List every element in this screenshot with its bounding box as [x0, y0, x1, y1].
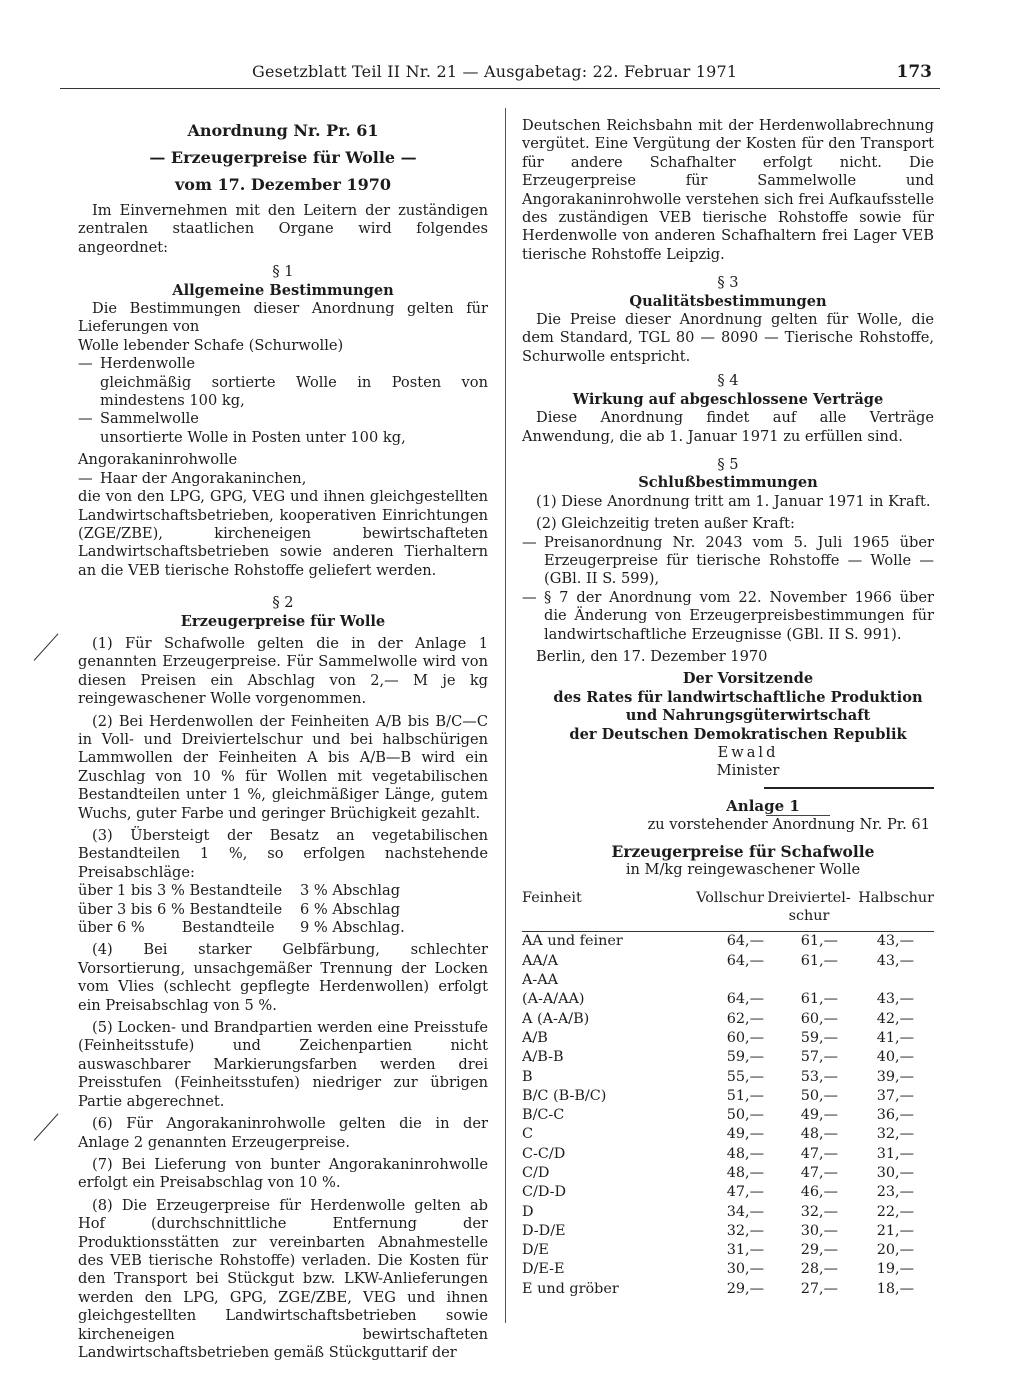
table-cell-price: 49,— — [800, 1107, 838, 1124]
table-cell-price: 21,— — [876, 1222, 914, 1239]
annex-reference: zu vorstehender Anordnung Nr. Pr. 61 — [647, 816, 930, 834]
table-cell-feinheit: B/C-C — [522, 1107, 565, 1124]
section-2-para: (5) Locken- und Brandpartien werden eine Preisstufe (Feinheitsstufe) und Zeichenpartien nicht auswaschbarer Markierungsfarben werden drei Preisstufen (Feinheitsstufen) niedriger zur übrigen Partie abgerechnet. — [78, 1019, 488, 1110]
section-5-para: (2) Gleichzeitig treten außer Kraft: — [536, 515, 795, 533]
table-cell-price: 31,— — [726, 1242, 764, 1259]
dash-item: — Haar der Angorakaninchen, — [78, 469, 307, 487]
table-cell-price: 64,— — [726, 933, 764, 950]
abschlag-row: über 1 bis 3 % Bestandteile 3 % Abschlag — [78, 882, 401, 900]
table-cell-price: 36,— — [876, 1107, 914, 1124]
section-4-heading: Wirkung auf abgeschlossene Verträge — [572, 390, 884, 408]
section-3-heading: Qualitätsbestimmungen — [629, 292, 827, 310]
dash-item-desc: gleichmäßig sortierte Wolle in Posten von mindestens 100 kg, — [100, 373, 488, 410]
table-row — [522, 1010, 934, 1029]
table-row — [522, 1280, 934, 1299]
price-table-body — [522, 932, 934, 1299]
table-cell-price: 61,— — [800, 933, 838, 950]
table-cell-price: 18,— — [876, 1280, 914, 1297]
section-1-para: die von den LPG, GPG, VEG und ihnen gleichgestellten Landwirtschaftsbetrieben, kooperativen Einrichtungen (ZGE/ZBE), kircheneigen bewirtschafteten Landwirtschaftsbetrieben sowie anderen Tierhaltern an die VEB tierische Rohstoffe geliefert werden. — [78, 488, 488, 579]
column-header: Halbschur — [858, 890, 934, 907]
continued-para: Deutschen Reichsbahn mit der Herdenwollabrechnung vergütet. Eine Vergütung der Kosten für den Transport für andere Schafhalter erfolgt nicht. Die Erzeugerpreise für Sammelwolle und Angorakaninrohwolle verstehen sich frei Aufkaufsstelle des zuständigen VEB tierische Rohstoffe sowie für Herdenwolle von anderen Schafhaltern frei Lager VEB tierische Rohstoffe Leipzig. — [522, 117, 934, 263]
table-cell-price — [764, 971, 854, 990]
table-cell-price: 47,— — [726, 1184, 764, 1201]
table-cell-price: 64,— — [726, 991, 764, 1008]
table-cell-price: 32,— — [726, 1222, 764, 1239]
table-cell-price: 31,— — [876, 1145, 914, 1162]
section-5-number: § 5 — [717, 455, 739, 473]
table-cell-feinheit: A/B — [522, 1029, 548, 1046]
table-cell-price: 40,— — [876, 1049, 914, 1066]
table-row — [522, 1087, 934, 1106]
table-cell-feinheit: C/D — [522, 1165, 550, 1181]
table-cell-feinheit: C/D-D — [522, 1184, 567, 1201]
section-2-para: (3) Übersteigt der Besatz an vegetabilischen Bestandteilen 1 %, so erfolgen nachstehende Preisabschläge: — [78, 827, 488, 881]
table-cell-price: 57,— — [800, 1049, 838, 1066]
table-cell-price: 19,— — [876, 1261, 914, 1278]
table-cell-price: 47,— — [800, 1165, 838, 1181]
table-cell-price: 32,— — [800, 1203, 838, 1220]
margin-mark — [34, 1113, 59, 1140]
table-cell-price: 53,— — [800, 1068, 838, 1085]
order-date: vom 17. Dezember 1970 — [174, 175, 392, 194]
price-table — [522, 889, 934, 1299]
table-cell-price: 48,— — [726, 1165, 764, 1181]
table-cell-price: 29,— — [800, 1242, 838, 1259]
table-cell-price: 28,— — [800, 1261, 838, 1278]
page-header — [60, 58, 940, 86]
column-header: Feinheit — [522, 890, 582, 907]
table-row — [522, 990, 934, 1009]
table-row — [522, 1048, 934, 1067]
table-cell-feinheit: A (A-A/B) — [522, 1010, 590, 1027]
right-column — [522, 117, 934, 1299]
abschlag-row: über 3 bis 6 % Bestandteile 6 % Abschlag — [78, 900, 401, 918]
signature-role: Minister — [716, 762, 780, 780]
section-2-para: (8) Die Erzeugerpreise für Herdenwolle gelten ab Hof (durchschnittliche Entfernung der Produktionsstätten zur vereinbarten Abnahmestelle des VEB tierische Rohstoffe) verladen. Die Kosten für den Transport bei Stückgut bzw. LKW-Anlieferungen werden den LPG, GPG, ZGE/ZBE, VEG und ihnen gleichgestellten Landwirtschaftsbetrieben sowie kircheneigen bewirtschafteten Landwirtschaftsbetrieben gemäß Stückguttarif der — [78, 1196, 488, 1361]
table-cell-price — [854, 971, 934, 990]
table-cell-price: 49,— — [726, 1126, 764, 1143]
dash-item: — Preisanordnung Nr. 2043 vom 5. Juli 1965 über Erzeugerpreise für tierische Rohstoffe — Wolle — (GBl. II S. 599), — [522, 533, 934, 588]
table-cell-price: 23,— — [876, 1184, 914, 1201]
table-cell-price: 59,— — [726, 1049, 764, 1066]
section-2-para: (6) Für Angorakaninrohwolle gelten die in der Anlage 2 genannten Erzeugerpreise. — [78, 1115, 488, 1151]
section-4-number: § 4 — [717, 372, 739, 390]
section-2-para: (7) Bei Lieferung von bunter Angorakaninrohwolle erfolgt ein Preisabschlag von 10 %. — [78, 1155, 488, 1192]
table-row — [522, 932, 934, 952]
dash-item: — Herdenwolle — [78, 355, 195, 373]
section-5-para: (1) Diese Anordnung tritt am 1. Januar 1971 in Kraft. — [536, 492, 931, 510]
table-row — [522, 1222, 934, 1241]
table-cell-price: 30,— — [800, 1222, 838, 1239]
table-row — [522, 1068, 934, 1087]
table-cell-feinheit: AA/A — [522, 952, 559, 969]
table-cell-price: 29,— — [726, 1280, 764, 1297]
table-row — [522, 1183, 934, 1202]
table-cell-price: 39,— — [876, 1068, 914, 1085]
table-cell-price: 34,— — [726, 1203, 764, 1220]
signature-line: des Rates für landwirtschaftliche Produktion — [553, 688, 923, 706]
section-4-para: Diese Anordnung findet auf alle Verträge Anwendung, die ab 1. Januar 1971 zu erfüllen sind. — [522, 409, 934, 445]
table-cell-price: 62,— — [726, 1010, 764, 1027]
table-cell-price: 59,— — [800, 1029, 838, 1046]
dash-item: — § 7 der Anordnung vom 22. November 1966 über die Änderung von Erzeugerpreisbestimmungen für landwirtschaftliche Erzeugnisse (GBl. II S. 991). — [522, 588, 934, 643]
section-5-heading: Schlußbestimmungen — [638, 474, 818, 492]
table-row — [522, 952, 934, 971]
table-cell-price: 48,— — [800, 1126, 838, 1143]
table-cell-price: 50,— — [800, 1087, 838, 1104]
table-cell-price: 51,— — [726, 1087, 764, 1104]
table-cell-feinheit: A-AA — [522, 972, 559, 989]
section-3-number: § 3 — [717, 274, 739, 292]
place-date: Berlin, den 17. Dezember 1970 — [536, 647, 768, 665]
order-title: Anordnung Nr. Pr. 61 — [187, 121, 379, 140]
abschlag-row: über 6 % Bestandteile 9 % Abschlag. — [78, 919, 405, 937]
table-row — [522, 1106, 934, 1125]
table-cell-price: 61,— — [800, 952, 838, 969]
table-cell-feinheit: A/B-B — [522, 1049, 564, 1066]
column-header: Vollschur — [696, 890, 764, 907]
section-2-para: (4) Bei starker Gelbfärbung, schlechter Vorsortierung, unsachgemäßer Trennung der Locken vom Vlies (schlecht gepflegte Herdenwollen) erfolgt ein Preisabschlag von 5 %. — [78, 941, 488, 1014]
table-cell-price: 48,— — [726, 1145, 764, 1162]
column-header: Dreiviertel-schur — [767, 890, 851, 925]
table-row — [522, 1203, 934, 1222]
table-row — [522, 1241, 934, 1260]
table-cell-feinheit: (A-A/AA) — [522, 991, 585, 1008]
table-cell-feinheit: C-C/D — [522, 1145, 566, 1162]
table-row — [522, 1164, 934, 1183]
table-cell-price: 60,— — [726, 1029, 764, 1046]
annex-title: Anlage 1 — [726, 796, 800, 815]
dash-item: — Sammelwolle — [78, 410, 199, 428]
annex-heading: Erzeugerpreise für Schafwolle — [611, 841, 875, 861]
annex-unit: in M/kg reingewaschener Wolle — [625, 861, 861, 879]
table-cell-price: 30,— — [876, 1165, 914, 1181]
signature-line: der Deutschen Demokratischen Republik — [569, 725, 907, 743]
signature-name: Ewald — [717, 744, 779, 761]
order-intro: Im Einvernehmen mit den Leitern der zuständigen zentralen staatlichen Organe wird folgendes angeordnet: — [78, 202, 488, 256]
table-cell-feinheit: E und gröber — [522, 1280, 619, 1297]
section-2-para: (1) Für Schafwolle gelten die in der Anlage 1 genannten Erzeugerpreise. Für Sammelwolle wird von diesen Preisen ein Abschlag von 2,— M je kg reingewaschener Wolle vorgenommen. — [78, 634, 488, 708]
section-2-para: (2) Bei Herdenwollen der Feinheiten A/B bis B/C—C in Voll- und Dreiviertelschur und bei halbschürigen Lammwollen der Feinheiten A bis A/B—B wird ein Zuschlag von 10 % für Wollen mit vegetabilischen Bestandteilen unter 1 %, gleichmäßiger Länge, gutem Wuchs, guter Farbe und geringer Brüchigkeit gezahlt. — [78, 712, 488, 822]
table-cell-price: 61,— — [800, 991, 838, 1008]
table-cell-price: 43,— — [876, 933, 914, 950]
section-1-para: Wolle lebender Schafe (Schurwolle) — [78, 336, 344, 354]
table-cell-feinheit: B/C (B-B/C) — [522, 1087, 607, 1104]
section-1-heading: Allgemeine Bestimmungen — [172, 281, 394, 299]
table-cell-price: 47,— — [800, 1145, 838, 1162]
section-1-number: § 1 — [272, 263, 294, 281]
table-cell-price: 32,— — [876, 1126, 914, 1143]
table-row — [522, 971, 934, 990]
section-1-para: Angorakaninrohwolle — [78, 451, 238, 469]
table-cell-price: 30,— — [726, 1261, 764, 1278]
left-column — [78, 117, 488, 1362]
table-row — [522, 1145, 934, 1164]
table-cell-price: 60,— — [800, 1010, 838, 1027]
table-cell-feinheit: D/E — [522, 1242, 549, 1259]
table-cell-price: 42,— — [876, 1010, 914, 1027]
header-rule — [60, 88, 940, 89]
table-header-row — [522, 889, 934, 932]
section-1-para: Die Bestimmungen dieser Anordnung gelten für Lieferungen von — [78, 300, 488, 336]
section-2-heading: Erzeugerpreise für Wolle — [180, 612, 386, 630]
margin-mark — [34, 633, 59, 660]
table-cell-price: 27,— — [800, 1280, 838, 1297]
column-divider — [505, 108, 506, 1323]
order-subtitle: — Erzeugerpreise für Wolle — — [149, 148, 417, 167]
table-cell-price: 50,— — [726, 1107, 764, 1124]
running-header: Gesetzblatt Teil II Nr. 21 — Ausgabetag: 22. Februar 1971 — [252, 62, 738, 81]
table-cell-feinheit: AA und feiner — [522, 933, 623, 950]
signature-line: Der Vorsitzende — [682, 670, 814, 688]
section-2-number: § 2 — [272, 594, 294, 612]
table-row — [522, 1260, 934, 1279]
table-cell-price: 46,— — [800, 1184, 838, 1201]
signature-line: und Nahrungsgüterwirtschaft — [625, 707, 871, 725]
table-row — [522, 1125, 934, 1144]
table-cell-price — [672, 971, 764, 990]
table-cell-price: 37,— — [876, 1087, 914, 1104]
table-cell-feinheit: D — [522, 1203, 534, 1220]
table-cell-price: 41,— — [876, 1029, 914, 1046]
table-cell-price: 43,— — [876, 952, 914, 969]
table-cell-feinheit: B — [522, 1068, 533, 1085]
table-cell-price: 20,— — [876, 1242, 914, 1259]
table-cell-price: 55,— — [726, 1068, 764, 1085]
table-cell-feinheit: D-D/E — [522, 1222, 566, 1239]
table-row — [522, 1029, 934, 1048]
table-cell-price: 64,— — [726, 952, 764, 969]
section-3-para: Die Preise dieser Anordnung gelten für Wolle, die dem Standard, TGL 80 — 8090 — Tierische Rohstoffe, Schurwolle entspricht. — [522, 311, 934, 365]
table-cell-feinheit: D/E-E — [522, 1261, 565, 1278]
table-cell-price: 43,— — [876, 991, 914, 1008]
page-number: 173 — [896, 62, 932, 82]
dash-item-desc: unsortierte Wolle in Posten unter 100 kg, — [100, 428, 406, 446]
table-cell-feinheit: C — [522, 1126, 534, 1143]
table-cell-price: 22,— — [876, 1203, 914, 1220]
